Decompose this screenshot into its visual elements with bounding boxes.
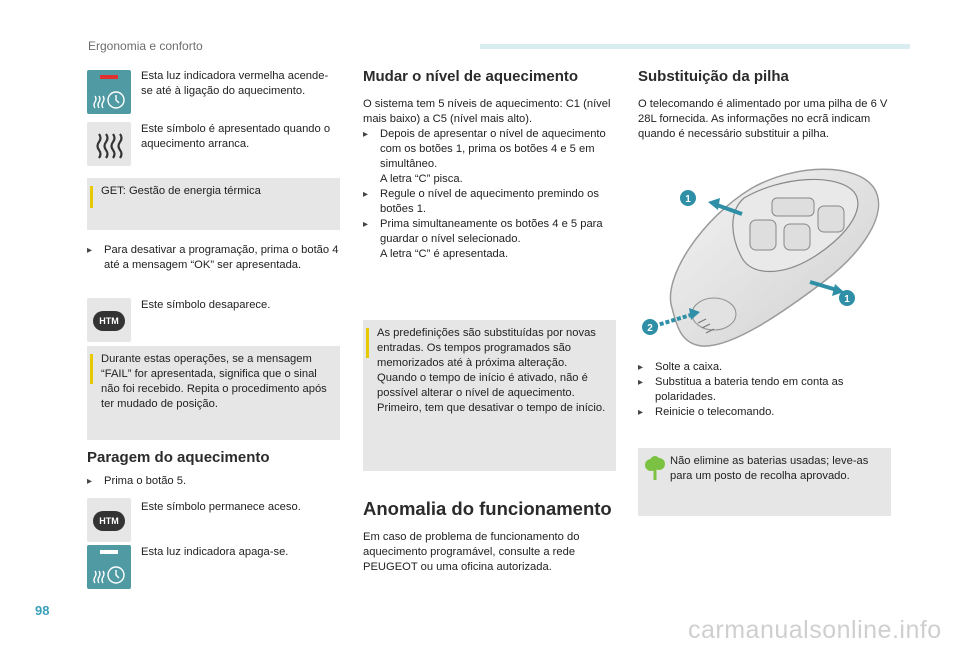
htm-badge: HTM: [93, 311, 125, 331]
level-instructions: [363, 127, 615, 262]
deactivate-instructions: [87, 243, 339, 273]
heading-change-level: Mudar o nível de aquecimento: [363, 68, 579, 85]
section-title: Ergonomia e conforto: [88, 39, 203, 53]
heating-started-icon: [87, 122, 131, 166]
callout-1-label: 1: [844, 294, 850, 305]
indicator-off-text: Esta luz indicadora apaga-se.: [141, 546, 289, 558]
heading-battery-replacement: Substituição da pilha: [638, 68, 789, 85]
note-fail: [87, 346, 340, 440]
list-item: ▸ Reinicie o telecomando.: [638, 405, 892, 420]
list-item-subtext: A letra “C” pisca.: [380, 173, 463, 185]
htm-badge: HTM: [93, 511, 125, 531]
list-item: ▸ Substitua a bateria tendo em conta as polaridades.: [638, 375, 892, 405]
list-item-subtext: A letra “C” é apresentada.: [380, 248, 509, 260]
list-item: [363, 127, 615, 187]
stop-instructions: [87, 474, 339, 489]
note-marker: [366, 328, 369, 358]
list-item-text: Depois de apresentar o nível de aquecimento com os botões 1, prima os botões 4 e 5 em simultâneo.: [380, 128, 606, 170]
heating-indicator-red-icon: [87, 70, 131, 114]
heading-stop-heating: Paragem do aquecimento: [87, 449, 270, 466]
note-marker: [90, 354, 93, 384]
symbol-stays-text: Este símbolo permanece aceso.: [141, 501, 301, 513]
eco-tree-icon: [644, 456, 666, 482]
battery-intro: O telecomando é alimentado por uma pilha de 6 V 28L fornecida. As informações no ecrã indicam quando é necessário substituir a pilha.: [638, 98, 888, 140]
note-recycle-text: Não elimine as baterias usadas; leve-as para um posto de recolha aprovado.: [670, 455, 869, 482]
list-item: ▸ Prima o botão 5.: [87, 474, 339, 489]
symbol-disappears-text: Este símbolo desaparece.: [141, 299, 271, 311]
htm-symbol-icon: [87, 298, 131, 342]
list-item: ▸ Solte a caixa.: [638, 360, 892, 375]
red-indicator-description: Esta luz indicadora vermelha acende-se até à ligação do aquecimento.: [141, 70, 329, 97]
note-fail-text: Durante estas operações, se a mensagem “FAIL” for apresentada, significa que o sinal não foi recebido. Repita o procedimento após ter mudado de posição.: [101, 353, 327, 410]
htm-symbol-icon: [87, 498, 131, 542]
header-bar: [480, 44, 910, 49]
page-number: 98: [35, 603, 50, 618]
remote-control-illustration: [632, 158, 902, 354]
note-presets: [363, 320, 616, 471]
list-item: ▸ Para desativar a programação, prima o botão 4 até a mensagem “OK” ser apresentada.: [87, 243, 339, 273]
note-recycle: [638, 448, 891, 516]
callout-1-label: 1: [685, 194, 691, 205]
heating-started-description: Este símbolo é apresentado quando o aquecimento arranca.: [141, 123, 331, 150]
callout-2-label: 2: [647, 323, 653, 334]
list-item: ▸ Regule o nível de aquecimento premindo os botões 1.: [363, 187, 615, 217]
heading-malfunction: Anomalia do funcionamento: [363, 498, 612, 519]
level-intro: O sistema tem 5 níveis de aquecimento: C1 (nível mais baixo) a C5 (nível mais alto).: [363, 98, 611, 125]
watermark: carmanualsonline.info: [688, 616, 942, 644]
list-item-text: Prima simultaneamente os botões 4 e 5 para guardar o nível selecionado.: [380, 218, 603, 245]
note-get-text: GET: Gestão de energia térmica: [101, 185, 261, 197]
heating-indicator-icon: [87, 545, 131, 589]
battery-instructions: [638, 360, 892, 420]
note-marker: [90, 186, 93, 208]
note-get: [87, 178, 340, 230]
list-item: [363, 217, 615, 262]
malfunction-text: Em caso de problema de funcionamento do aquecimento programável, consulte a rede PEUGEOT ou uma oficina autorizada.: [363, 531, 580, 573]
note-presets-text: As predefinições são substituídas por novas entradas. Os tempos programados são memorizados até à próxima alteração. Quando o tempo de início é ativado, não é possível alterar o nível de aquecimento. Primeiro, tem que desativar o tempo de início.: [377, 327, 606, 414]
